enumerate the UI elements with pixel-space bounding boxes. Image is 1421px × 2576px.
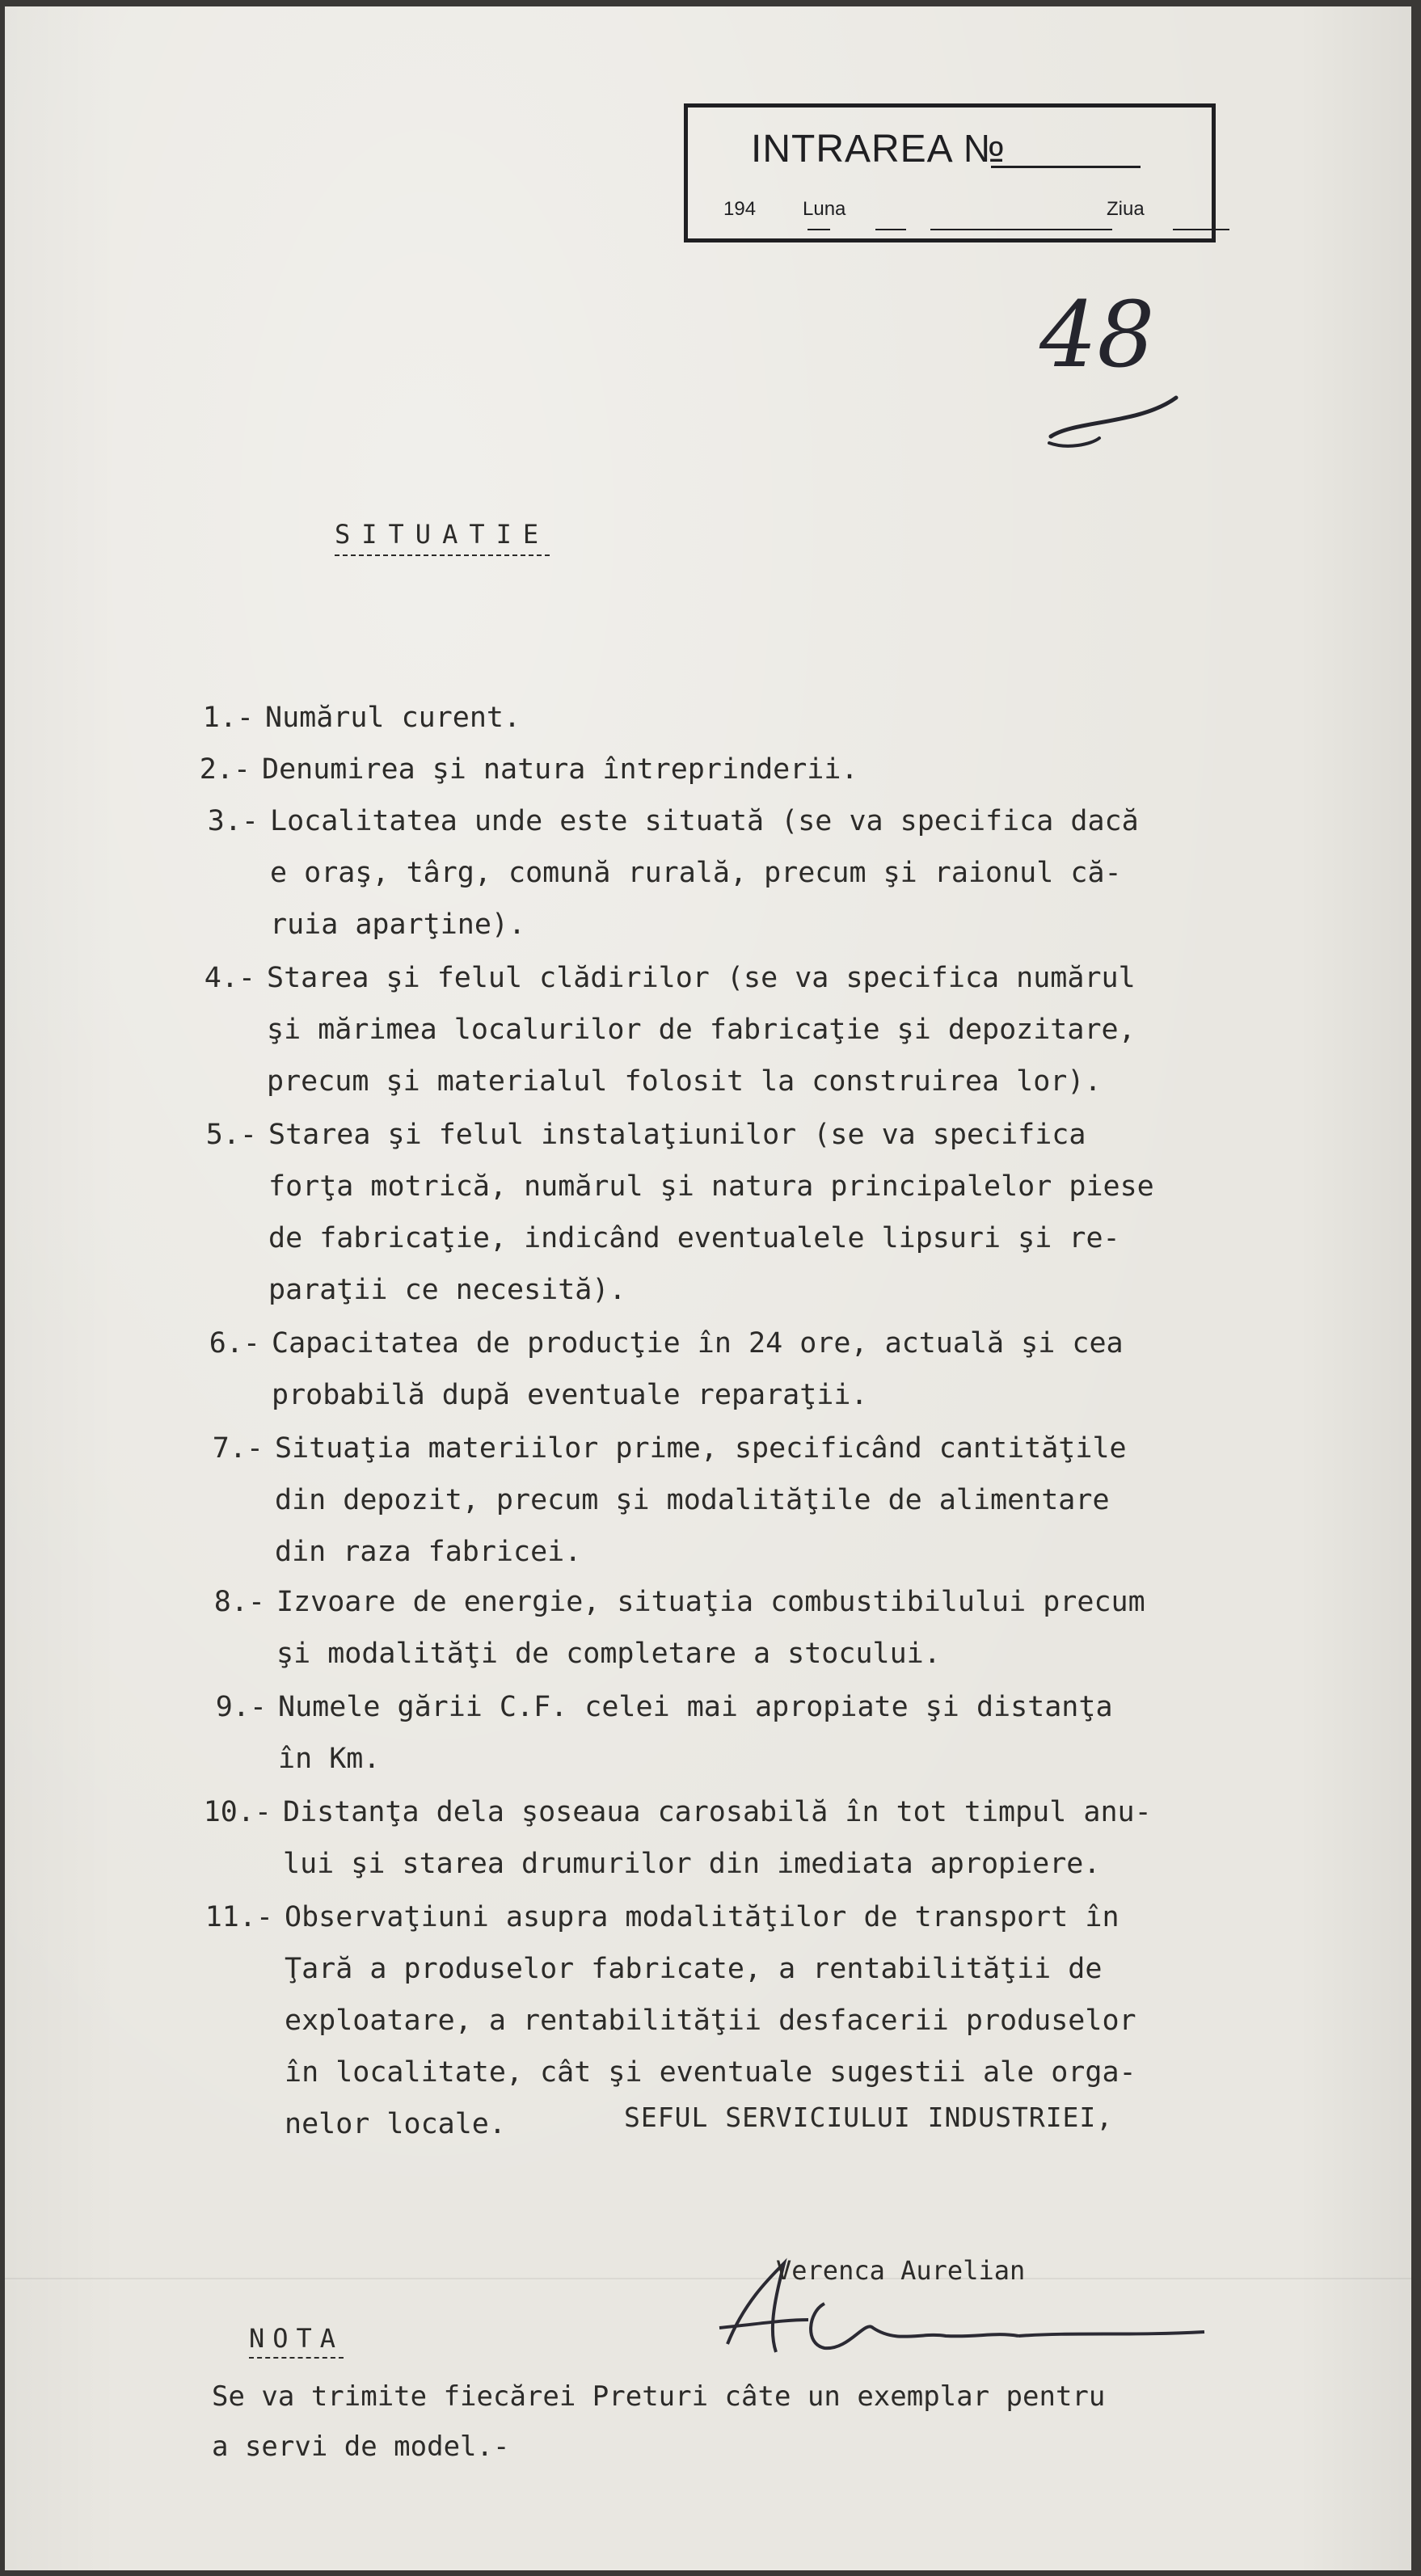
item-text-line: precum şi materialul folosit la construirea lor). [267,1065,1102,1098]
item-text-line: Numărul curent. [265,702,521,734]
list-item [199,744,858,795]
item-text-line: Observaţiuni asupra modalităţilor de transport în [285,1901,1120,1933]
item-text-line: exploatare, a rentabilităţii desfacerii produselor [285,2005,1136,2037]
item-number: 1.- [202,702,254,734]
stamp-line [807,229,830,230]
list-item [204,952,1136,1107]
nota-title: NOTA [249,2323,344,2359]
list-item [209,1318,1124,1421]
item-text-line: Starea şi felul clădirilor (se va specifica numărul [267,962,1136,994]
item-text-line: Distanţa dela şoseaua carosabilă în tot timpul anu- [283,1796,1152,1828]
nota-text [212,2372,1105,2472]
item-text-line: şi modalităţi de completare a stocului. [276,1638,941,1670]
item-text-line: Starea şi felul instalaţiunilor (se va specifica [268,1119,1086,1151]
item-text-line: lui şi starea drumurilor din imediata apropiere. [283,1848,1101,1880]
item-number: 3.- [207,805,259,837]
stamp-line [1173,229,1229,230]
item-number: 11.- [205,1901,273,1933]
item-text-line: nelor locale. [285,2108,506,2140]
stamp-title: INTRAREA № [751,128,1006,171]
item-number: 7.- [212,1432,264,1465]
item-text-line: Denumirea şi natura întreprinderii. [262,753,858,786]
item-number: 4.- [204,962,255,994]
item-number: 8.- [213,1586,265,1618]
item-text-line: în localitate, cât şi eventuale sugestii ale orga- [285,2056,1136,2089]
list-item [207,795,1139,951]
entry-stamp [684,103,1216,242]
list-item [212,1423,1127,1578]
item-text-line: e oraş, târg, comună rurală, precum şi raionul că- [270,857,1122,889]
item-text-line: Izvoare de energie, situaţia combustibilului precum [276,1586,1145,1618]
stamp-month-label: Luna [803,198,846,220]
item-text-line: ruia aparţine). [270,909,526,941]
item-text-line: Localitatea unde este situată (se va specifica dacă [270,805,1139,837]
handwritten-number: 48 [1039,283,1155,388]
signer-name: Verenca Aurelian [776,2255,1026,2286]
list-item [213,1576,1145,1680]
item-text-line: Numele gării C.F. celei mai apropiate şi distanţa [278,1691,1113,1723]
stamp-day-label: Ziua [1107,198,1145,220]
item-text-line: probabilă după eventuale reparaţii. [272,1379,868,1411]
item-number: 6.- [209,1327,260,1360]
document-title: SITUATIE [335,519,550,556]
item-text-line: de fabricaţie, indicând eventualele lipsuri şi re- [268,1222,1120,1254]
item-text-line: forţa motrică, numărul şi natura principalelor piese [268,1170,1154,1203]
item-text-line: şi mărimea localurilor de fabricaţie şi depozitare, [267,1014,1136,1046]
list-item [205,1109,1154,1316]
handwritten-underline [1043,380,1188,453]
item-number: 2.- [199,753,251,786]
item-number: 10.- [203,1796,272,1828]
list-item [215,1681,1113,1785]
stamp-number-line [991,166,1141,168]
nota-line: Se va trimite fiecărei Preturi câte un exemplar pentru [212,2380,1106,2413]
item-text-line: din raza fabricei. [275,1536,582,1568]
stamp-line [930,229,1112,230]
item-text-line: Situaţia materiilor prime, specificând cantităţile [275,1432,1127,1465]
list-item [202,692,521,744]
item-text-line: Ţară a produselor fabricate, a rentabilităţii de [285,1953,1103,1985]
item-text-line: în Km. [278,1743,381,1775]
item-text-line: din depozit, precum şi modalităţile de alimentare [275,1484,1110,1516]
stamp-year-label: 194 [723,198,757,220]
signer-title: SEFUL SERVICIULUI INDUSTRIEI, [624,2102,1114,2133]
item-text-line: Capacitatea de producţie în 24 ore, actuală şi cea [272,1327,1124,1360]
item-number: 5.- [205,1119,257,1151]
item-text-line: paraţii ce necesită). [268,1274,626,1306]
nota-line: a servi de model.- [212,2431,510,2463]
item-number: 9.- [215,1691,267,1723]
list-item [203,1786,1152,1890]
stamp-line [875,229,906,230]
